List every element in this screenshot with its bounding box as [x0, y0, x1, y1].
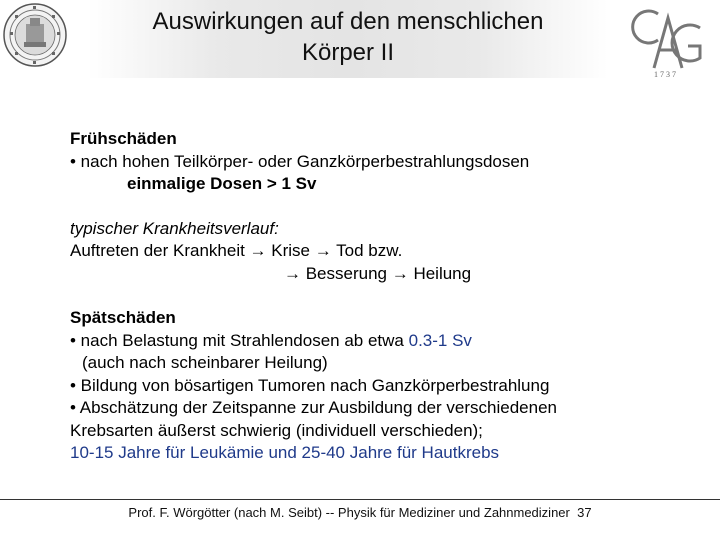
course-label: typischer Krankheitsverlauf: [70, 218, 279, 238]
late-bullet-1-prefix: • nach Belastung mit Strahlendosen ab etwa [70, 330, 409, 350]
late-damage-heading: Spätschäden [70, 308, 176, 327]
late-damage-bullet-3: • Abschätzung der Zeitspanne zur Ausbildung der verschiedenen [70, 398, 557, 417]
logo-year: 1 7 3 7 [654, 70, 676, 79]
institute-logo-icon [624, 4, 706, 80]
late-damage-note: (auch nach scheinbarer Heilung) [82, 353, 328, 372]
slide-body [70, 128, 710, 465]
course-line-1: Auftreten der Krankheit → Krise → Tod bzw. [70, 241, 403, 260]
slide-title-line2: Körper II [301, 39, 395, 66]
late-damage-bullet-2: • Bildung von bösartigen Tumoren nach Ganzkörperbestrahlung [70, 375, 550, 395]
early-damage-bullet: • nach hohen Teilkörper- oder Ganzkörperbestrahlungsdosen [70, 151, 530, 171]
footer [0, 505, 720, 520]
late-damage-bullet-1 [70, 330, 710, 353]
early-damage-heading: Frühschäden [70, 129, 177, 148]
footer-text: Prof. F. Wörgötter (nach M. Seibt) -- Physik für Mediziner und Zahnmediziner [128, 505, 570, 520]
slide-title-line1: Auswirkungen auf den menschlichen [152, 8, 544, 35]
footer-divider [0, 499, 720, 500]
course-line-2: → Besserung → Heilung [284, 263, 472, 283]
late-damage-summary: 10-15 Jahre für Leukämie und 25-40 Jahre für Hautkrebs [70, 443, 500, 462]
page-number: 37 [577, 505, 592, 520]
slide-title [88, 6, 608, 68]
late-damage-bullet-3-cont: Krebsarten äußerst schwierig (individuell verschieden); [70, 420, 483, 440]
university-seal-icon [2, 2, 68, 68]
late-bullet-1-value: 0.3-1 Sv [408, 330, 472, 350]
early-damage-dose: einmalige Dosen > 1 Sv [127, 174, 317, 193]
